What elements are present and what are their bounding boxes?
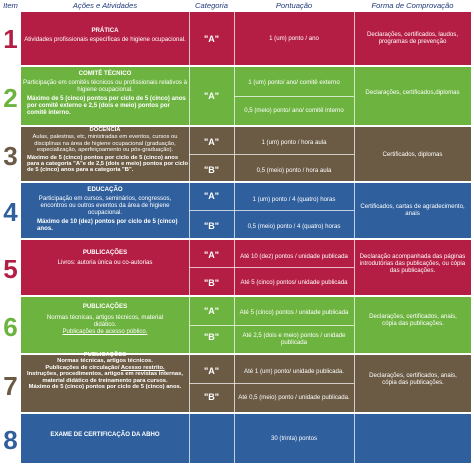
category-a: "A" bbox=[203, 250, 220, 260]
item-description: Aulas, palestras, etc, ministradas em eventos, cursos ou disciplinas na área de higiene ocupacional (graduação, especialização, aperfeiçoamento ou pós-graduação). bbox=[32, 134, 178, 154]
item-number: 3 bbox=[3, 141, 18, 171]
row-divider bbox=[189, 267, 354, 268]
category-b: "B" bbox=[203, 332, 220, 342]
pontuacao-cell-1: 1 (um) ponto / hora aula bbox=[261, 139, 327, 146]
item-limit-text: Máximo de 5 (cinco) pontos por ciclo de 5 (cinco) anos para a categoria "A"e de 2,5 (dois e meio) pontos por ciclo de 5 (cinco) anos para a categoria "B". bbox=[27, 154, 189, 174]
category-a: "A" bbox=[203, 34, 220, 44]
category-b: "B" bbox=[203, 392, 220, 402]
pontuacao-cell-1: Até 1 (um) ponto/ unidade publicada. bbox=[244, 368, 344, 375]
pontuacao-cell-1: 1 (um) ponto / 4 (quatro) horas bbox=[252, 196, 336, 203]
row-divider bbox=[234, 96, 354, 97]
pontuacao-cell-2: Até 5 (cinco) pontos/ unidade publicada bbox=[240, 279, 348, 286]
column-divider bbox=[234, 12, 235, 463]
row-divider bbox=[189, 154, 354, 155]
item-description: Livros: autoria única ou co-autorias bbox=[57, 259, 153, 266]
item-description: Participação em comitês técnicos ou profissionais relativos à higiene ocupacional. bbox=[23, 79, 187, 93]
pontuacao-cell-2: 0,5 (meio) ponto / hora aula bbox=[256, 167, 332, 174]
pontuacao-cell-2: Até 2,5 (dois e meio) pontos / unidade publicada bbox=[242, 332, 346, 346]
pontuacao-cell-2: Até 0,5 (meio) ponto / unidade publicada. bbox=[238, 394, 350, 401]
item-number: 1 bbox=[3, 24, 18, 54]
item-number: 7 bbox=[3, 371, 18, 401]
acoes-cell bbox=[21, 352, 189, 390]
category-b: "B" bbox=[203, 221, 220, 231]
row-2 bbox=[0, 67, 474, 125]
pontuacao-cell-1: Até 10 (dez) pontos / unidade publicada bbox=[240, 253, 348, 260]
acoes-cell bbox=[21, 70, 189, 116]
acoes-cell bbox=[21, 186, 189, 232]
row-4 bbox=[0, 183, 474, 238]
item-description-underlined: Publicações de acesso público. bbox=[62, 328, 148, 335]
pontuacao-cell: 30 (trinta) pontos bbox=[270, 435, 318, 442]
category-b: "B" bbox=[203, 278, 220, 288]
column-divider bbox=[354, 12, 355, 463]
item-title: PRÁTICA bbox=[91, 27, 119, 34]
item-number: 5 bbox=[3, 254, 18, 284]
row-8 bbox=[0, 414, 474, 463]
row-6 bbox=[0, 297, 474, 353]
item-number: 6 bbox=[3, 312, 18, 342]
forma-cell: Declarações, certificados,diplomas bbox=[365, 89, 460, 96]
item-bold-line-2-underlined: Acesso restrito. bbox=[120, 364, 165, 371]
category-a: "A" bbox=[203, 137, 220, 147]
item-title: PUBLICAÇÕES bbox=[82, 303, 128, 310]
item-bold-line-2-text: Publicações de circulação/ bbox=[45, 364, 120, 371]
forma-cell: Declarações, certificados, anais, cópia das publicações. bbox=[369, 372, 457, 386]
header-acoes: Ações e Atividades bbox=[72, 1, 138, 10]
item-title: DOCÊNCIA bbox=[89, 127, 121, 133]
item-bold-line-1: Normas técnicas, artigos técnicos. bbox=[57, 358, 153, 365]
column-divider bbox=[189, 12, 190, 463]
pontuacao-cell-2: 0,5 (meio) ponto/ ano/ comitê interno bbox=[244, 107, 344, 114]
forma-cell: Declarações, certificados, laudos, programas de prevenção bbox=[366, 31, 459, 45]
pontuacao-cell-2: 0,5 (meio) ponto / 4 (quatro) horas bbox=[247, 223, 341, 230]
pontuacao-cell-1: Até 5 (cinco) pontos / unidade publicada bbox=[239, 309, 349, 316]
row-3 bbox=[0, 127, 474, 181]
row-divider bbox=[189, 325, 354, 326]
category-a: "A" bbox=[203, 91, 220, 101]
item-bold-line-3: Instruções, procedimentos, artigos em revistas internas, material didático de treinamento para cursos. bbox=[27, 371, 183, 384]
row-7 bbox=[0, 352, 474, 412]
item-title: COMITÊ TÉCNICO bbox=[78, 70, 132, 77]
item-description: Atividades profissionais específicas de higiene ocupacional. bbox=[24, 36, 186, 43]
item-title: EDUCAÇÃO bbox=[87, 186, 123, 193]
forma-cell: Certificados, diplomas bbox=[382, 151, 443, 158]
row-divider bbox=[189, 383, 354, 384]
item-title: PUBLICAÇÕES bbox=[82, 249, 128, 256]
item-number: 2 bbox=[3, 83, 18, 113]
header-item: Item bbox=[3, 1, 18, 10]
acoes-cell bbox=[21, 127, 189, 174]
header-pontuacao: Pontuação bbox=[275, 1, 313, 10]
acoes-cell bbox=[21, 249, 189, 266]
category-a: "A" bbox=[203, 191, 220, 201]
header-categoria: Categoria bbox=[195, 1, 228, 10]
acoes-cell bbox=[21, 27, 189, 43]
pontuacao-cell-1: 1 (um) ponto/ ano/ comitê externo bbox=[248, 79, 340, 86]
item-number: 4 bbox=[3, 197, 18, 227]
acoes-cell bbox=[21, 431, 189, 438]
item-limit-text: Máximo de 10 (dez) pontos por ciclo de 5 (cinco) anos. bbox=[37, 218, 178, 232]
item-description: Normas técnicas, artigos técnicos, material didático. bbox=[46, 314, 164, 328]
forma-cell: Declarações, certificados, anais, cópia das publicações. bbox=[369, 313, 457, 327]
category-b: "B" bbox=[203, 165, 220, 175]
item-title: EXAME DE CERTIFICAÇÃO DA ABHO bbox=[50, 431, 160, 438]
category-a: "A" bbox=[203, 366, 220, 376]
forma-cell: Certificados, cartas de agradecimento, anais bbox=[360, 203, 465, 217]
row-1 bbox=[0, 12, 474, 65]
item-number: 8 bbox=[3, 425, 18, 455]
item-description: Participação em cursos, seminários, congressos, encontros ou outros eventos da área de higiene ocupacional. bbox=[38, 195, 172, 216]
forma-cell: Declaração acompanhada das páginas introdutórias das publicações, ou cópia das publicações. bbox=[359, 253, 466, 274]
pontuacao-cell: 1 (um) ponto / ano bbox=[269, 35, 319, 42]
header-forma: Forma de Comprovação bbox=[371, 1, 454, 10]
item-limit-text: Máximo de 5 (cinco) pontos por ciclo de 5 (cinco) anos. bbox=[28, 384, 182, 391]
row-divider bbox=[189, 210, 354, 211]
item-title: PUBLICAÇÕES bbox=[83, 352, 127, 358]
row-5 bbox=[0, 240, 474, 295]
category-a: "A" bbox=[203, 306, 220, 316]
item-limit-text: Máximo de 5 (cinco) pontos por ciclo de 5 (cinco) anos por comitê externo e 2,5 (dois e meio) pontos por comitê interno. bbox=[27, 95, 186, 116]
acoes-cell bbox=[21, 303, 189, 335]
